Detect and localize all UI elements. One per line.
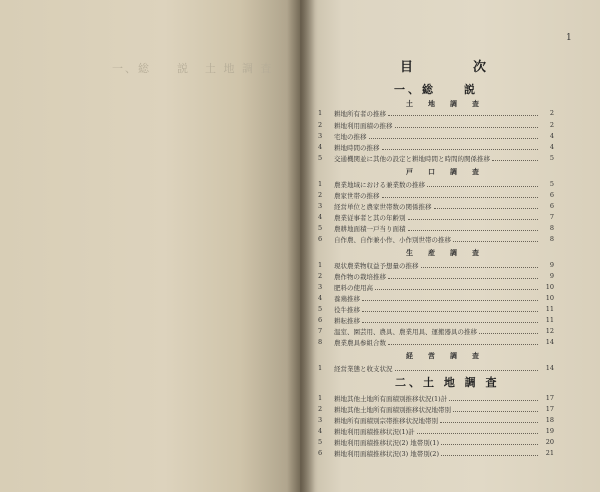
toc-entry: 1 農業地域における兼業数の推移 5 [318, 180, 554, 189]
bleed-through-text-1: 一、総 説 [112, 62, 190, 75]
subheading-production: 生 産 調 査 [406, 248, 483, 257]
toc-entry: 3 耕地所有面積別宗帯推移状況地帯別 18 [318, 416, 554, 425]
toc-entry: 1 耕地其他土地所有面積別推移状況(1)計 17 [318, 394, 554, 403]
toc-entry: 6 耕耘推移 11 [318, 316, 554, 325]
toc-entry: 2 耕地利用面積の推移 2 [318, 121, 554, 130]
toc-entry: 4 農業従事者と其の年齢別 7 [318, 213, 554, 222]
bleed-through-text-2: 土 地 調 査 [205, 62, 274, 75]
toc-entry: 3 経営単位と農家世帯数の関係推移 6 [318, 202, 554, 211]
toc-title-char-1: 目 [400, 60, 414, 75]
toc-entry: 4 耕地時間の推移 4 [318, 143, 554, 152]
toc-entry: 3 肥料の使用高 10 [318, 283, 554, 292]
part-heading-1: 一、総 説 [394, 83, 478, 96]
subheading-households: 戸 口 調 査 [406, 167, 483, 176]
toc-title [400, 56, 486, 75]
toc-entry: 5 交通機関並に其他の設定と耕地時間と時間的関係推移 5 [318, 154, 554, 163]
page-number: 1 [566, 33, 572, 43]
toc-entry: 2 農家世帯の推移 6 [318, 191, 554, 200]
toc-entry: 1 耕地所有者の推移 2 [318, 109, 554, 118]
subheading-land: 土 地 調 査 [406, 99, 483, 108]
toc-entry: 5 耕地利用面積推移状況(2) 地帯別(1) 20 [318, 438, 554, 447]
part-heading-2: 二、土 地 調 査 [395, 376, 500, 389]
book-gutter [287, 0, 315, 492]
toc-entry: 5 役牛推移 11 [318, 305, 554, 314]
subheading-management: 経 営 調 査 [406, 351, 483, 360]
toc-entry: 6 自作農、自作兼小作、小作別世帯の推移 8 [318, 235, 554, 244]
toc-title-char-2: 次 [472, 60, 486, 75]
toc-entry: 2 農作物の栽培推移 9 [318, 272, 554, 281]
toc-entry: 6 耕地利用面積推移状況(3) 地帯別(2) 21 [318, 449, 554, 458]
toc-entry: 1 現状農業物収益予想量の推移 9 [318, 261, 554, 270]
toc-entry: 4 養鶏推移 10 [318, 294, 554, 303]
toc-entry: 1 経営業態と收支状況 14 [318, 364, 554, 373]
toc-entry: 8 農業農具参組合数 14 [318, 338, 554, 347]
toc-entry: 7 温室、園芸用、農具、農業用具、運搬器具の推移 12 [318, 327, 554, 336]
toc-entry: 3 宅地の推移 4 [318, 132, 554, 141]
toc-entry: 4 耕地利用面積推移状況(1)計 19 [318, 427, 554, 436]
toc-entry: 2 耕地其他土地所有面積別推移状況地帯別 17 [318, 405, 554, 414]
toc-entry: 5 農耕地面積一戸当り面積 8 [318, 224, 554, 233]
